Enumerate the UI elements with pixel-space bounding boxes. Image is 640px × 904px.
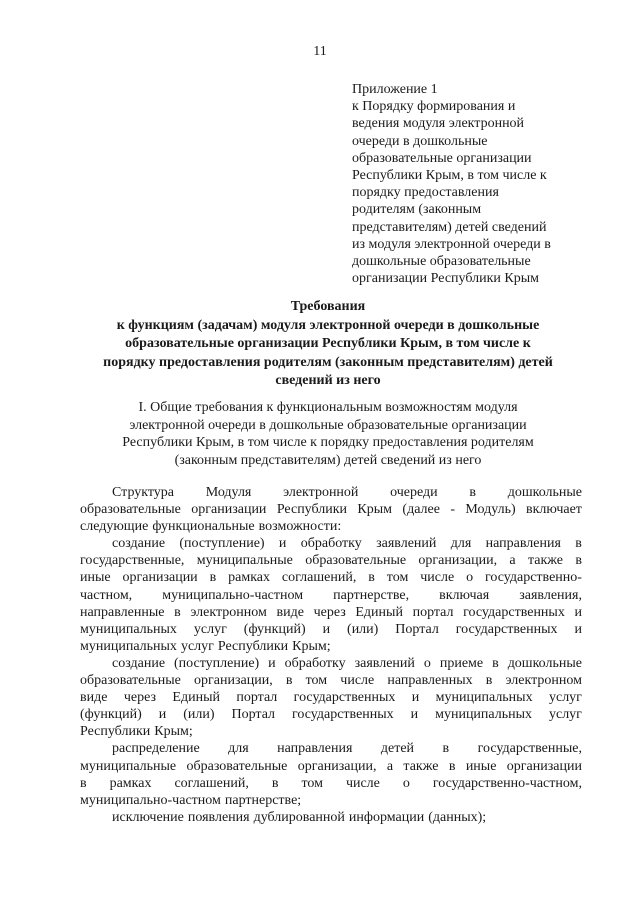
body-text [80, 484, 582, 826]
body-word: обработку [300, 536, 362, 552]
body-line [80, 569, 582, 586]
body-word: Модуля [205, 485, 252, 500]
body-word: образовательные [80, 502, 181, 518]
body-word: Крым; [292, 638, 331, 654]
body-line [80, 775, 582, 792]
section-heading-line: Республики Крым, в том числе к порядку предоставления родителям [122, 435, 534, 450]
body-word: и [410, 707, 419, 723]
section-heading-line: (законным представителям) детей сведений из него [174, 452, 482, 468]
body-word: соглашений, [174, 775, 249, 791]
appendix-line: родителям (законным [352, 202, 482, 218]
section-heading-line: I. Общие требования к функциональным возможностям модуля [138, 400, 518, 415]
body-word: направления [277, 741, 353, 757]
appendix-note [352, 81, 582, 287]
body-word: Крым; [154, 724, 193, 740]
body-word: возможности: [258, 519, 342, 535]
body-word: для [228, 741, 249, 757]
body-word: муниципальных [80, 621, 177, 637]
body-line [80, 552, 582, 569]
body-word: следующие [80, 519, 149, 535]
body-word: том [305, 673, 328, 689]
body-word: образовательные [80, 673, 181, 689]
appendix-line: к Порядку формирования и [352, 99, 516, 115]
body-word: муниципальных [80, 638, 177, 654]
body-word: также [527, 553, 563, 569]
body-line [80, 723, 582, 740]
body-word: и [278, 536, 287, 552]
body-word: услуг [180, 638, 214, 654]
body-word: организации [191, 502, 267, 518]
body-word: образовательные [186, 758, 288, 774]
body-word: Единый [172, 690, 220, 706]
body-word: числе [420, 570, 455, 586]
body-word: портал [412, 604, 454, 620]
body-word: виде [80, 690, 108, 706]
section-heading-line: электронной очереди в дошкольные образовательные организации [129, 417, 527, 433]
body-word: в [448, 758, 456, 774]
body-word: направления [485, 536, 561, 552]
body-word: государственных [463, 604, 565, 620]
body-word: государственно- [484, 570, 582, 586]
body-word: (далее [402, 502, 440, 518]
body-word: и [574, 604, 582, 620]
body-word: услуг [193, 621, 227, 637]
body-word: (или) [347, 621, 379, 637]
appendix-line: представителям) детей сведений [352, 219, 547, 235]
body-word: и [268, 655, 276, 671]
body-word: обработку [284, 655, 346, 671]
body-word: очереди [390, 485, 438, 500]
body-word: Модуль) [465, 502, 516, 518]
body-word: (или) [183, 707, 215, 723]
body-word: муниципальные [196, 553, 293, 569]
body-word: государственные, [80, 553, 185, 569]
body-line [80, 758, 582, 775]
body-word: создание [112, 536, 166, 552]
body-word: организации, [194, 673, 273, 689]
body-word: электронном [190, 604, 267, 620]
body-word: том [386, 570, 409, 586]
body-word: в [80, 775, 87, 791]
body-word: образовательные [305, 553, 407, 569]
title-line: образовательные организации Республики Крым, в том числе к [125, 336, 531, 351]
body-word: заявления, [519, 587, 582, 603]
body-word: виде [276, 604, 304, 620]
body-word: детей [380, 741, 415, 757]
body-line [80, 706, 582, 723]
body-line [80, 484, 582, 501]
body-word: партнерстве, [333, 587, 410, 603]
body-word: иные [465, 758, 497, 774]
body-line [80, 638, 582, 655]
body-word: создание [112, 655, 166, 671]
body-word: в [469, 485, 476, 500]
body-word: портал [236, 690, 278, 706]
body-word: числе [340, 673, 375, 689]
body-word: частном, [80, 587, 133, 603]
body-line [80, 604, 582, 621]
body-word: также [403, 758, 439, 774]
section-heading [74, 399, 582, 469]
body-word: исключение [112, 809, 184, 825]
body-word: соглашений, [281, 570, 357, 586]
body-word: и [411, 690, 420, 706]
body-line [80, 672, 582, 689]
body-word: (функций) [243, 621, 306, 637]
body-word: дублированной [253, 809, 345, 825]
body-word: Портал [395, 621, 439, 637]
body-word: (функций) [80, 707, 142, 723]
appendix-line: Республики Крым, в том числе к [352, 168, 547, 184]
body-word: Структура [112, 485, 175, 500]
body-line [80, 587, 582, 604]
body-word: и [158, 707, 167, 723]
body-line [80, 501, 582, 518]
body-word: через [123, 690, 157, 706]
body-word: рамках [228, 570, 271, 586]
body-word: о [466, 570, 474, 586]
body-word: включая [439, 587, 490, 603]
body-word: Республики [217, 638, 289, 654]
body-word: приеме [439, 655, 484, 671]
body-line [80, 621, 582, 638]
body-word: направленные [80, 604, 165, 620]
body-word: муниципальных [435, 690, 533, 706]
body-word: организации, [418, 553, 498, 569]
body-word: (данных); [428, 809, 487, 825]
body-word: в [174, 604, 181, 620]
body-word: государственных [455, 621, 558, 637]
body-line [80, 792, 582, 809]
appendix-line: порядку предоставления [352, 185, 499, 201]
body-line [80, 689, 582, 706]
body-line [80, 518, 582, 535]
document-title [74, 298, 582, 391]
body-word: Крым [357, 502, 393, 518]
body-word: услуг [548, 707, 582, 723]
body-word: электронном [505, 673, 582, 689]
body-word: и [322, 621, 331, 637]
appendix-line: ведения модуля электронной [352, 116, 525, 132]
body-word: Портал [231, 707, 276, 723]
body-word: (поступление) [179, 536, 265, 552]
body-word: муниципально-частном [80, 792, 221, 808]
body-word: заявлений [354, 655, 415, 671]
body-word: появления [187, 809, 250, 825]
body-word: Республики [80, 724, 151, 740]
body-word: направленных [387, 673, 473, 689]
body-word: государственно-частном, [432, 775, 582, 791]
body-word: числе [345, 775, 380, 791]
body-word: заявлений [376, 536, 437, 552]
body-word: в [442, 741, 450, 757]
appendix-line: Приложение 1 [352, 82, 438, 97]
body-word: для [450, 536, 472, 552]
body-word: том [301, 775, 323, 791]
appendix-line: из модуля электронной очереди в [352, 236, 551, 252]
body-word: в [271, 775, 279, 791]
body-line [80, 655, 582, 672]
body-word: партнерстве; [224, 792, 302, 808]
title-line: к функциям (задачам) модуля электронной очереди в дошкольные [116, 317, 540, 333]
body-word: иные [80, 570, 111, 586]
body-line [80, 809, 582, 826]
body-word: и [574, 621, 582, 637]
appendix-line: организации Республики Крым [352, 271, 539, 287]
body-word: о [423, 655, 431, 671]
body-word: Единый [355, 604, 403, 620]
body-word: - [450, 502, 455, 518]
body-word: рамках [109, 775, 152, 791]
body-word: включает [526, 502, 582, 518]
page-number: 11 [313, 44, 327, 59]
body-word: дошкольные [507, 655, 582, 671]
body-word: в [485, 673, 493, 689]
body-word: дошкольные [507, 485, 582, 500]
body-word: организации [506, 758, 582, 774]
appendix-line: очереди в дошкольные [352, 133, 488, 149]
body-line [80, 535, 582, 552]
body-word: (поступление) [174, 655, 260, 671]
body-word: в [492, 655, 499, 671]
title-line: сведений из него [275, 373, 381, 388]
body-word: информации [348, 809, 425, 825]
body-word: в [575, 553, 582, 569]
body-word: в [285, 673, 293, 689]
body-word: электронной [283, 485, 359, 500]
body-word: муниципальные [80, 758, 177, 774]
title-line: порядку предоставления родителям (законным представителям) детей [103, 354, 553, 370]
body-word: а [509, 553, 516, 569]
body-word: организации, [297, 758, 377, 774]
body-word: муниципально-частном [162, 587, 304, 603]
body-word: а [386, 758, 394, 774]
appendix-line: дошкольные образовательные [352, 254, 531, 270]
body-word: распределение [112, 741, 200, 757]
body-word: в [575, 536, 582, 552]
body-word: в [209, 570, 217, 586]
body-word: государственные, [477, 741, 582, 757]
body-word: о [402, 775, 410, 791]
body-word: государственных [293, 690, 396, 706]
body-word: государственных [291, 707, 394, 723]
body-word: через [313, 604, 346, 620]
body-word: услуг [548, 690, 582, 706]
title-line: Требования [290, 299, 366, 314]
body-line [80, 740, 582, 757]
body-word: организации [122, 570, 198, 586]
appendix-line: образовательные организации [352, 150, 532, 166]
body-word: Республики [276, 502, 348, 518]
body-word: функциональные [152, 519, 255, 535]
body-word: в [368, 570, 375, 586]
body-word: муниципальных [435, 707, 533, 723]
